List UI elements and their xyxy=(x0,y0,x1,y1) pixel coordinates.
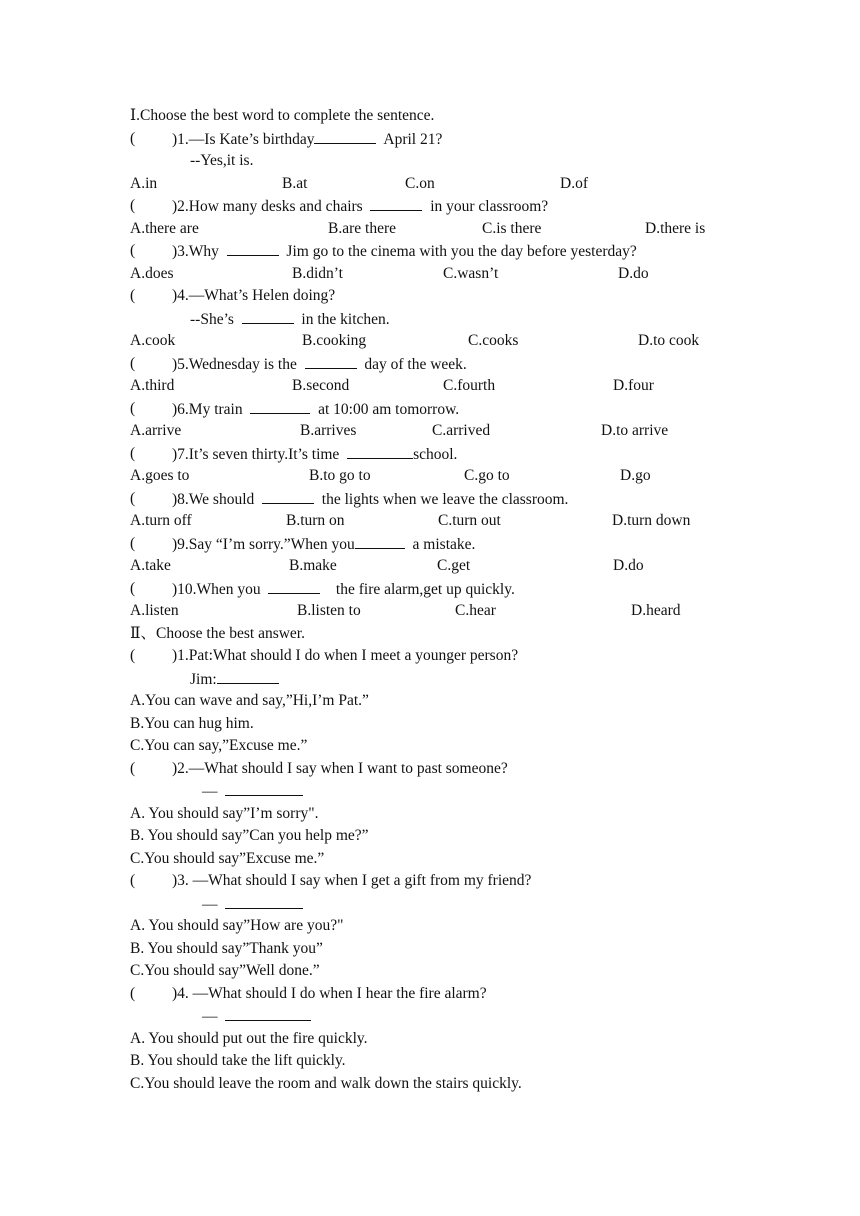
option-c[interactable]: C.go to xyxy=(464,467,510,484)
s2-q2-option-b-line xyxy=(0,825,860,848)
question-text-tail: day of the week. xyxy=(364,355,467,373)
option-c[interactable]: C.You should leave the room and walk down the stairs quickly. xyxy=(130,1074,522,1092)
answer-paren[interactable]: ( xyxy=(130,984,136,1002)
question-3 xyxy=(0,240,860,263)
option-a[interactable]: A. You should say”I’m sorry". xyxy=(130,804,319,822)
question-text-tail: a mistake. xyxy=(412,535,476,553)
answer-paren[interactable]: ( xyxy=(130,647,136,664)
question-text-tail: at 10:00 am tomorrow. xyxy=(318,400,460,418)
question-text-tail: Jim go to the cinema with you the day before yesterday? xyxy=(286,243,637,260)
answer-blank[interactable] xyxy=(268,578,320,594)
question-text: )4. —What should I do when I hear the fire alarm? xyxy=(172,984,487,1002)
option-c[interactable]: C.get xyxy=(437,557,471,574)
question-1 xyxy=(0,128,860,151)
answer-paren[interactable]: ( xyxy=(130,534,136,552)
option-b[interactable]: B. You should say”Thank you” xyxy=(130,939,323,957)
question-text: )4.—What’s Helen doing? xyxy=(172,287,336,304)
option-a[interactable]: A.arrive xyxy=(130,422,182,439)
s2-question-1 xyxy=(0,645,860,668)
question-text: )7.It’s seven thirty.It’s time xyxy=(172,445,340,463)
answer-blank[interactable] xyxy=(217,668,279,684)
option-b[interactable]: B.to go to xyxy=(309,467,371,484)
s2-q4-option-a-line xyxy=(0,1028,860,1051)
question-5-options xyxy=(0,375,860,398)
answer-blank[interactable] xyxy=(347,443,413,459)
answer-paren[interactable]: ( xyxy=(130,872,136,889)
section2-heading: Ⅱ、Choose the best answer. xyxy=(130,624,305,642)
answer-blank[interactable] xyxy=(355,533,405,549)
option-a[interactable]: A. You should say”How are you?" xyxy=(130,917,344,934)
option-b[interactable]: B. You should take the lift quickly. xyxy=(130,1052,346,1069)
s2-question-3-reply xyxy=(0,893,860,916)
question-text: )5.Wednesday is the xyxy=(172,355,297,373)
answer-paren[interactable]: ( xyxy=(130,444,136,462)
reply-dash: — xyxy=(202,783,218,800)
section1-heading: Ⅰ.Choose the best word to complete the sentence. xyxy=(130,107,435,124)
question-4-reply xyxy=(0,308,860,331)
question-text: )10.When you xyxy=(172,580,261,598)
answer-paren[interactable]: ( xyxy=(130,579,136,597)
question-text: )2.—What should I say when I want to past someone? xyxy=(172,759,508,777)
question-2 xyxy=(0,195,860,218)
option-d[interactable]: D.heard xyxy=(631,602,681,619)
s2-q1-option-b-line xyxy=(0,713,860,736)
question-text: )3. —What should I say when I get a gift from my friend? xyxy=(172,872,532,889)
option-a[interactable]: A.You can wave and say,”Hi,I’m Pat.” xyxy=(130,692,369,709)
answer-paren[interactable]: ( xyxy=(130,489,136,507)
option-c[interactable]: C.You should say”Well done.” xyxy=(130,962,320,979)
answer-blank[interactable] xyxy=(305,353,357,369)
question-1-reply xyxy=(0,150,860,173)
section2-heading-line xyxy=(0,623,860,646)
answer-paren[interactable]: ( xyxy=(130,287,136,304)
option-b[interactable]: B.make xyxy=(289,557,337,574)
question-9-options xyxy=(0,555,860,578)
option-b[interactable]: B.at xyxy=(282,174,308,192)
question-4 xyxy=(0,285,860,308)
question-7 xyxy=(0,443,860,466)
option-a[interactable]: A. You should put out the fire quickly. xyxy=(130,1029,368,1047)
question-4-options xyxy=(0,330,860,353)
reply-text: Jim: xyxy=(190,670,217,688)
answer-paren[interactable]: ( xyxy=(130,197,136,214)
answer-paren[interactable]: ( xyxy=(130,129,136,147)
s2-q3-option-b-line xyxy=(0,938,860,961)
option-d[interactable]: D.four xyxy=(613,377,654,394)
s2-question-4 xyxy=(0,983,860,1006)
question-8 xyxy=(0,488,860,511)
option-d[interactable]: D.do xyxy=(618,264,649,282)
s2-q2-option-c-line xyxy=(0,848,860,871)
question-9 xyxy=(0,533,860,556)
option-d[interactable]: D.turn down xyxy=(612,512,691,529)
question-text-tail: school. xyxy=(413,445,458,463)
reply-text-tail: in the kitchen. xyxy=(301,310,390,328)
answer-paren[interactable]: ( xyxy=(130,399,136,417)
s2-question-1-reply xyxy=(0,668,860,691)
section1-heading-line xyxy=(0,105,860,128)
question-text: )8.We should xyxy=(172,490,255,508)
question-text: )9.Say “I’m sorry.”When you xyxy=(172,535,355,553)
option-c[interactable]: C.hear xyxy=(455,602,496,619)
option-a[interactable]: A.cook xyxy=(130,332,176,349)
reply-text: --She’s xyxy=(190,310,234,328)
question-6-options xyxy=(0,420,860,443)
answer-paren[interactable]: ( xyxy=(130,759,136,777)
reply-dash: — xyxy=(202,895,218,913)
option-a[interactable]: A.there are xyxy=(130,219,199,237)
s2-question-3 xyxy=(0,870,860,893)
option-a[interactable]: A.in xyxy=(130,174,158,192)
question-text-tail: April 21? xyxy=(383,130,443,148)
option-c[interactable]: C.You can say,”Excuse me.” xyxy=(130,737,308,754)
option-c[interactable]: C.on xyxy=(405,174,435,192)
question-10 xyxy=(0,578,860,601)
option-b[interactable]: B.didn’t xyxy=(292,264,343,282)
s2-q4-option-b-line xyxy=(0,1050,860,1073)
question-text-tail: the fire alarm,get up quickly. xyxy=(335,580,515,598)
answer-paren[interactable]: ( xyxy=(130,354,136,372)
option-c[interactable]: C.wasn’t xyxy=(443,264,499,282)
option-b[interactable]: B.cooking xyxy=(302,332,367,349)
question-text: )2.How many desks and chairs xyxy=(172,198,363,215)
question-5 xyxy=(0,353,860,376)
reply-text: --Yes,it is. xyxy=(190,152,254,169)
worksheet xyxy=(0,105,860,1095)
option-c[interactable]: C.is there xyxy=(482,219,542,237)
option-b[interactable]: B.listen to xyxy=(297,602,361,619)
answer-blank[interactable] xyxy=(225,780,303,796)
answer-blank[interactable] xyxy=(262,488,314,504)
s2-q2-option-a-line xyxy=(0,803,860,826)
s2-question-2-reply xyxy=(0,780,860,803)
option-a[interactable]: A.goes to xyxy=(130,467,190,484)
option-b[interactable]: B.are there xyxy=(328,219,396,237)
s2-question-4-reply xyxy=(0,1005,860,1028)
question-6 xyxy=(0,398,860,421)
question-3-options xyxy=(0,263,860,286)
option-c[interactable]: C.fourth xyxy=(443,377,496,394)
option-c[interactable]: C.turn out xyxy=(438,512,501,529)
option-a[interactable]: A.take xyxy=(130,557,171,574)
answer-blank[interactable] xyxy=(314,128,376,144)
answer-blank[interactable] xyxy=(242,308,294,324)
s2-question-2 xyxy=(0,758,860,781)
answer-blank[interactable] xyxy=(370,195,422,211)
question-text: )6.My train xyxy=(172,400,243,418)
option-b[interactable]: B.arrives xyxy=(300,422,357,439)
question-1-options xyxy=(0,173,860,196)
s2-q1-option-c-line xyxy=(0,735,860,758)
option-a[interactable]: A.does xyxy=(130,264,174,282)
reply-dash: — xyxy=(202,1008,218,1025)
option-a[interactable]: A.third xyxy=(130,377,175,394)
question-10-options xyxy=(0,600,860,623)
option-c[interactable]: C.arrived xyxy=(432,422,491,439)
question-2-options xyxy=(0,218,860,241)
s2-q1-option-a-line xyxy=(0,690,860,713)
option-d[interactable]: D.there is xyxy=(645,219,706,237)
option-d[interactable]: D.to cook xyxy=(638,332,700,349)
option-c[interactable]: C.cooks xyxy=(468,332,519,349)
option-b[interactable]: B.second xyxy=(292,377,350,394)
question-text: )3.Why xyxy=(172,243,219,260)
answer-paren[interactable]: ( xyxy=(130,242,136,259)
option-b[interactable]: B.turn on xyxy=(286,512,345,529)
option-c[interactable]: C.You should say”Excuse me.” xyxy=(130,849,325,867)
answer-blank[interactable] xyxy=(250,398,310,414)
option-d[interactable]: D.to arrive xyxy=(601,422,669,439)
question-text: )1.Pat:What should I do when I meet a younger person? xyxy=(172,647,519,664)
answer-blank[interactable] xyxy=(227,240,279,256)
option-a[interactable]: A.listen xyxy=(130,602,179,619)
question-7-options xyxy=(0,465,860,488)
answer-blank[interactable] xyxy=(225,1005,311,1021)
option-b[interactable]: B. You should say”Can you help me?” xyxy=(130,827,369,844)
option-b[interactable]: B.You can hug him. xyxy=(130,714,254,732)
option-d[interactable]: D.do xyxy=(613,557,644,574)
s2-q4-option-c-line xyxy=(0,1073,860,1096)
option-a[interactable]: A.turn off xyxy=(130,512,192,529)
option-d[interactable]: D.of xyxy=(560,174,588,192)
question-text: )1.—Is Kate’s birthday xyxy=(172,130,315,148)
option-d[interactable]: D.go xyxy=(620,467,651,484)
s2-q3-option-a-line xyxy=(0,915,860,938)
s2-q3-option-c-line xyxy=(0,960,860,983)
question-8-options xyxy=(0,510,860,533)
question-text-tail: in your classroom? xyxy=(430,198,549,215)
question-text-tail: the lights when we leave the classroom. xyxy=(321,490,569,508)
answer-blank[interactable] xyxy=(225,893,303,909)
